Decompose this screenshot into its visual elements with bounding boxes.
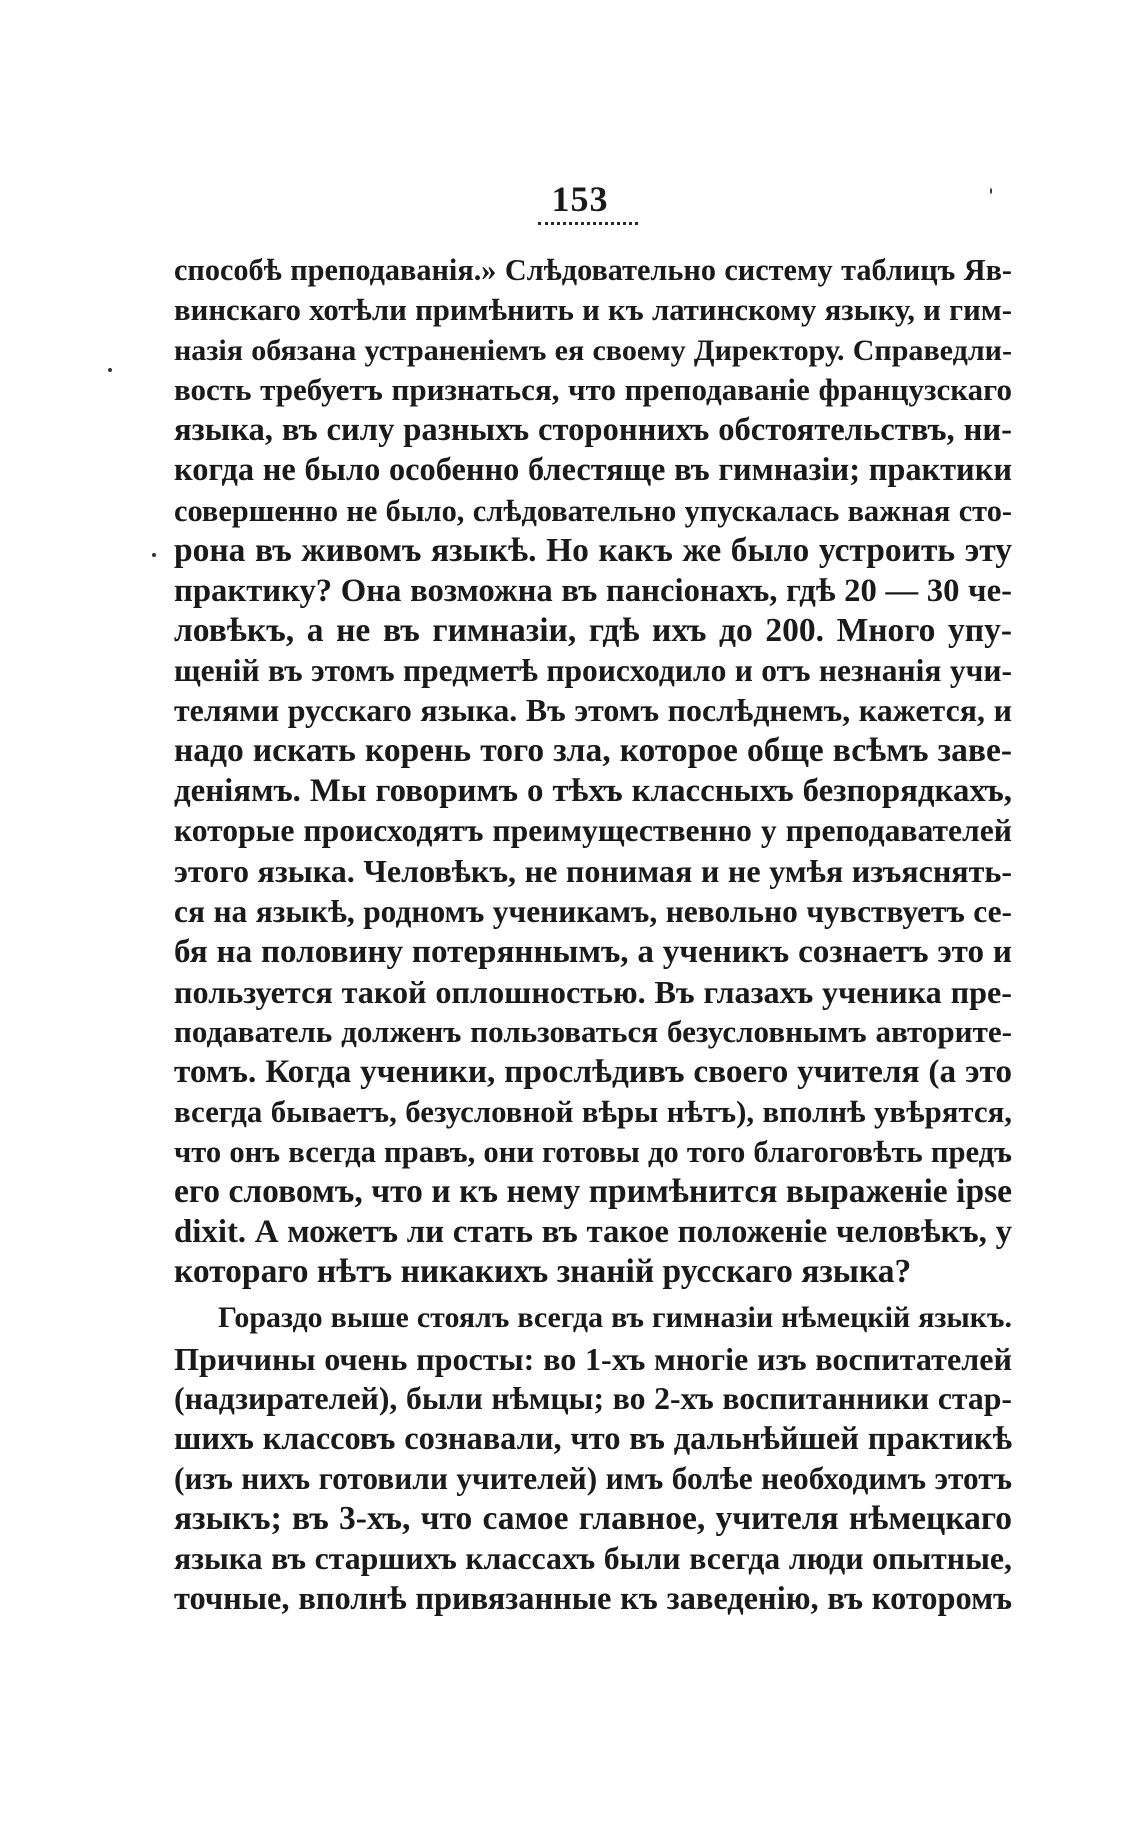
- text-line: практику? Она возможна въ пансіонахъ, гдѣ 20 — 30 че-: [174, 572, 1012, 609]
- text-line: языкъ; въ 3-хъ, что самое главное, учителя нѣмецкаго: [174, 1499, 1012, 1537]
- text-line: что онъ всегда правъ, они готовы до того благоговѣть предъ: [174, 1135, 1012, 1170]
- page-number: 153: [551, 179, 609, 219]
- text-line: надо искать корень того зла, которое обще всѣмъ заве-: [174, 732, 1012, 770]
- text-line: телями русскаго языка. Въ этомъ послѣднемъ, кажется, и: [174, 693, 1012, 729]
- text-line: способѣ преподаванія.» Слѣдовательно систему таблицъ Яв-: [174, 253, 1012, 287]
- text-line: всегда бываетъ, безусловной вѣры нѣтъ), вполнѣ увѣрятся,: [174, 1094, 1012, 1129]
- text-line: назія обязана устраненіемъ ея своему Директору. Справедли-: [174, 333, 1012, 368]
- text-line: винскаго хотѣли примѣнить и къ латинскому языку, и гим-: [174, 293, 1012, 328]
- text-line: этого языка. Человѣкъ, не понимая и не умѣя изъяснять-: [174, 853, 1012, 890]
- page-number-rule: [538, 222, 638, 225]
- paragraph-2: [174, 1298, 1012, 1619]
- body-text: [174, 250, 1012, 1619]
- text-line: совершенно не было, слѣдовательно упускалась важная сто-: [174, 493, 1012, 528]
- text-line: деніямъ. Мы говоримъ о тѣхъ классныхъ безпорядкахъ,: [174, 773, 1012, 810]
- text-line: томъ. Когда ученики, прослѣдивъ своего учителя (а это: [174, 1052, 1012, 1090]
- text-line: его словомъ, что и къ нему примѣнится выраженіе ipse: [174, 1173, 1012, 1211]
- scan-speck: [990, 188, 992, 194]
- text-line: когда не было особенно блестяще въ гимназіи; практики: [174, 452, 1012, 489]
- text-line: языка въ старшихъ классахъ были всегда люди опытные,: [174, 1541, 1012, 1576]
- text-line: котораго нѣтъ никакихъ знаній русскаго языка?: [174, 1253, 912, 1291]
- text-line: (изъ нихъ готовили учителей) имъ болѣе необходимъ этотъ: [174, 1460, 1012, 1496]
- text-line: ся на языкѣ, родномъ ученикамъ, невольно чувствуетъ се-: [174, 893, 1012, 929]
- scan-speck: [152, 553, 156, 557]
- text-line: подаватель долженъ пользоваться безусловнымъ авторите-: [174, 1013, 1012, 1049]
- text-line: точные, вполнѣ привязанные къ заведенію, въ которомъ: [174, 1581, 1012, 1618]
- text-line: dixit. А можетъ ли стать въ такое положеніе человѣкъ, у: [174, 1214, 1012, 1251]
- text-line: вость требуетъ признаться, что преподаваніе французскаго: [174, 372, 1012, 408]
- text-line: Причины очень просты: во 1-хъ многіе изъ воспитателей: [174, 1340, 1012, 1377]
- text-line: пользуется такой оплошностью. Въ глазахъ ученика пре-: [174, 973, 1012, 1010]
- text-line: (надзирателей), были нѣмцы; во 2-хъ воспитанники стар-: [174, 1380, 1012, 1416]
- text-line: шихъ классовъ сознавали, что въ дальнѣйшей практикѣ: [174, 1420, 1012, 1457]
- text-line: рона въ живомъ языкѣ. Но какъ же было устроить эту: [174, 531, 1012, 569]
- scan-speck: [108, 368, 112, 372]
- text-line: Гораздо выше стоялъ всегда въ гимназіи нѣмецкій языкъ.: [218, 1301, 1012, 1335]
- text-line: ловѣкъ, а не въ гимназіи, гдѣ ихъ до 200. Много упу-: [174, 611, 1012, 649]
- paragraph-1: [174, 250, 1012, 1292]
- text-line: которые происходятъ преимущественно у преподавателей: [174, 813, 1012, 849]
- text-line: языка, въ силу разныхъ стороннихъ обстоятельствъ, ни-: [174, 412, 1012, 449]
- text-line: щеній въ этомъ предметѣ происходило и отъ незнанія учи-: [174, 652, 1012, 688]
- text-line: бя на половину потеряннымъ, а ученикъ сознаетъ это и: [174, 932, 1012, 970]
